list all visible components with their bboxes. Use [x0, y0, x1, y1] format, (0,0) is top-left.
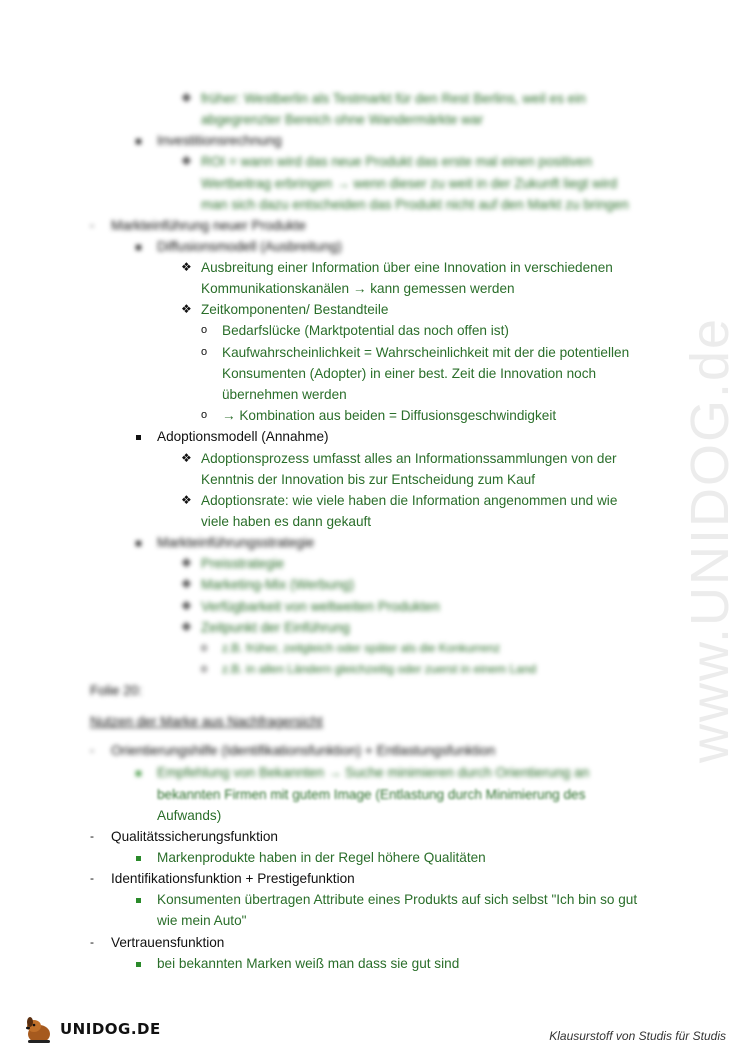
text-line: Empfehlung von Bekannten → Suche minimieren durch Orientierung an [157, 765, 590, 780]
text-line: Adoptionsrate: wie viele haben die Information angenommen und wie [201, 493, 618, 508]
circle-bullet-icon: o [201, 409, 208, 421]
circle-bullet-icon: o [201, 324, 208, 336]
unidog-logo[interactable] [22, 1012, 161, 1046]
text-line: abgegrenzter Bereich ohne Wandermärkte war [201, 112, 484, 127]
dash-bullet-icon: - [90, 743, 94, 757]
text-line: z.B. in allen Ländern gleichzeitig oder zuerst in einem Land [222, 662, 537, 676]
text-line: Diffusionsmodell (Ausbreitung) [157, 239, 342, 254]
diamond-bullet-icon: ❖ [181, 620, 192, 634]
text-line: Ausbreitung einer Information über eine Innovation in verschiedenen [201, 260, 613, 275]
square-bullet-icon [136, 847, 141, 868]
text-line: Investitionsrechnung [157, 133, 282, 148]
text-line: → Kombination aus beiden = Diffusionsgeschwindigkeit [222, 408, 557, 423]
text-line: Identifikationsfunktion + Prestigefunktion [111, 871, 355, 886]
text-line: Vertrauensfunktion [111, 935, 225, 950]
text-line: Kenntnis der Innovation bis zur Entscheidung zum Kauf [201, 472, 536, 487]
dog-mascot-icon [22, 1012, 56, 1046]
diamond-bullet-icon: ❖ [181, 556, 192, 570]
square-bullet-icon [136, 426, 141, 447]
watermark-text: www.UNIDOG.de [680, 316, 740, 764]
text-line: Adoptionsmodell (Annahme) [157, 429, 329, 444]
text-line: bekannten Firmen mit gutem Image (Entlastung durch Minimierung des [157, 787, 586, 802]
text-line: bei bekannten Marken weiß man dass sie gut sind [157, 956, 460, 971]
square-bullet-icon [136, 532, 141, 553]
diamond-bullet-icon: ❖ [181, 302, 192, 316]
text-line: Aufwands) [157, 808, 222, 823]
text-line: Markteinführungsstrategie [157, 535, 315, 550]
diamond-bullet-icon: ❖ [181, 154, 192, 168]
text-line: Zeitkomponenten/ Bestandteile [201, 302, 389, 317]
circle-bullet-icon: o [201, 346, 208, 358]
text-line: Folie 20: [90, 683, 143, 698]
text-line: Zeitpunkt der Einführung [201, 620, 350, 635]
square-bullet-icon [136, 953, 141, 974]
text-line: Konsumenten übertragen Attribute eines Produkts auf sich selbst "Ich bin so gut [157, 892, 638, 907]
diamond-bullet-icon: ❖ [181, 577, 192, 591]
circle-bullet-icon: o [201, 642, 208, 654]
text-line: Wertbeitrag erbringen → wenn dieser zu weit in der Zukunft liegt wird [201, 176, 618, 191]
text-line: Kommunikationskanälen → kann gemessen werden [201, 281, 515, 296]
dash-bullet-icon: - [90, 829, 94, 843]
text-line: wie mein Auto" [157, 913, 247, 928]
diamond-bullet-icon: ❖ [181, 260, 192, 274]
circle-bullet-icon: o [201, 663, 208, 675]
text-line: Adoptionsprozess umfasst alles an Informationssammlungen von der [201, 451, 617, 466]
footer-tagline: Klausurstoff von Studis für Studis [549, 1029, 726, 1043]
text-line: Markenprodukte haben in der Regel höhere Qualitäten [157, 850, 486, 865]
section-heading: Nutzen der Marke aus Nachfragersicht [90, 714, 323, 729]
watermark [620, 270, 750, 810]
text-line: Kaufwahrscheinlichkeit = Wahrscheinlichkeit mit der die potentiellen [222, 345, 630, 360]
logo-text: UNIDOG.DE [60, 1020, 161, 1038]
text-line: früher: Westberlin als Testmarkt für den Rest Berlins, weil es ein [201, 91, 586, 106]
text-line: viele haben es dann gekauft [201, 514, 372, 529]
text-line: Marketing-Mix (Werbung) [201, 577, 355, 592]
diamond-bullet-icon: ❖ [181, 91, 192, 105]
square-bullet-icon [136, 762, 141, 783]
dash-bullet-icon: - [90, 218, 94, 232]
dash-bullet-icon: - [90, 871, 94, 885]
square-bullet-icon [136, 889, 141, 910]
text-line: Konsumenten (Adopter) in einer best. Zeit die Innovation noch [222, 366, 597, 381]
text-line: übernehmen werden [222, 387, 347, 402]
diamond-bullet-icon: ❖ [181, 599, 192, 613]
text-line: Bedarfslücke (Marktpotential das noch offen ist) [222, 323, 509, 338]
text-line: ROI = wann wird das neue Produkt das erste mal einen positiven [201, 154, 593, 169]
text-line: man sich dazu entscheiden das Produkt nicht auf den Markt zu bringen [201, 197, 629, 212]
square-bullet-icon [136, 236, 141, 257]
dash-bullet-icon: - [90, 935, 94, 949]
diamond-bullet-icon: ❖ [181, 451, 192, 465]
text-line: Orientierungshilfe (Identifikationsfunktion) + Entlastungsfunktion [111, 743, 496, 758]
text-line: Markteinführung neuer Produkte [111, 218, 306, 233]
text-line: Verfügbarkeit von weltweiten Produkten [201, 599, 440, 614]
text-line: Qualitätssicherungsfunktion [111, 829, 278, 844]
text-line: z.B. früher, zeitgleich oder später als die Konkurrenz [222, 641, 501, 655]
square-bullet-icon [136, 130, 141, 151]
text-line: Preisstrategie [201, 556, 285, 571]
diamond-bullet-icon: ❖ [181, 493, 192, 507]
